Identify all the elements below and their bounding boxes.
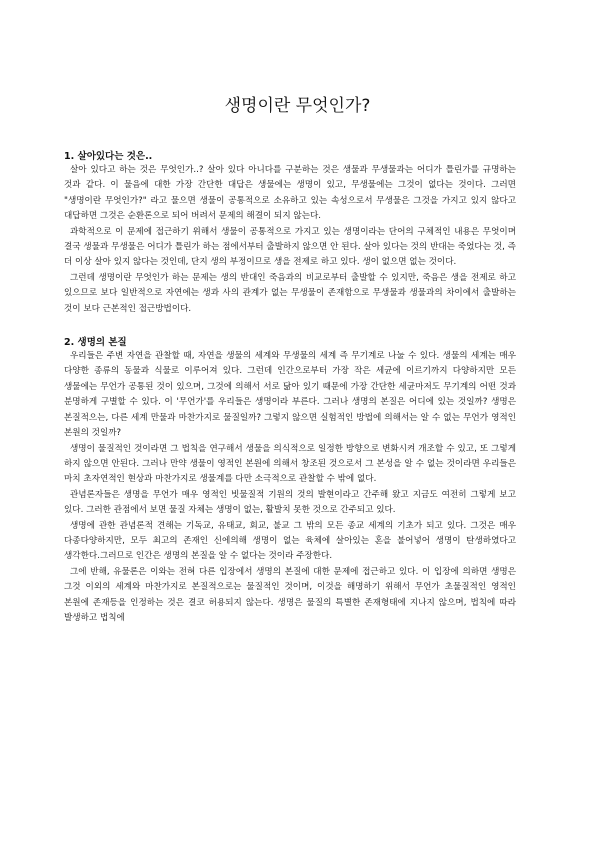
paragraph: 그에 반해, 유물론은 이와는 전혀 다른 입장에서 생명의 본질에 대한 문제에 접근하고 있다. 이 입장에 의하면 생명은 그것 이외의 세계와 마찬가지로 본질적으로는 물질적인 것이며, 이것을 해명하기 위해서 무언가 초물질적인 영적인 본원에 존재등을 인정하는 것은 결코 허용되지 않는다. 생명은 물질의 특별한 존재형태에 지나지 않으며, 법칙에 따라 발생하고 법칙에 — [64, 566, 516, 623]
document-body — [64, 150, 516, 626]
section-heading: 1. 살아있다는 것은.. — [64, 151, 153, 162]
section-1 — [64, 150, 516, 317]
section-heading: 2. 생명의 본질 — [64, 337, 127, 349]
page-title: 생명이란 무엇인가? — [224, 96, 371, 116]
section-2 — [64, 336, 516, 626]
paragraph: 우리들은 주변 자연을 관찰할 때, 자연을 생물의 세계와 무생물의 세계 즉 무기계로 나눌 수 있다. 생물의 세계는 매우 다양한 종류의 동물과 식물로 이루어져 있다. 그런데 인간으로부터 가장 작은 세균에 이르기까지 다양하지만 모든 생물에는 무언가 공통된 것이 있으며, 그것에 의해서 서로 닮아 있기 때문에 가장 간단한 세균마저도 무기계의 어떤 것과 분명하게 구별할 수 있다. 이 '무언가'를 우리들은 생명이라 부른다. 그러나 생명의 본질은 어디에 있는 것일까? 생명은 본질적으는, 다른 세계 만물과 마찬가지로 물질일까? 그렇지 않으면 실험적인 방법에 의해서는 알 수 없는 무언가 영적인 본원의 것일까? — [64, 351, 516, 439]
paragraph: 생명에 관한 관념론적 견해는 기독교, 유태교, 회교, 불교 그 밖의 모든 종교 세계의 기초가 되고 있다. 그것은 매우 다종다양하지만, 모두 최고의 존재인 신에의해 생명이 없는 육체에 살아있는 혼을 불어넣어 생명이 탄생하였다고 생각한다.그러므로 인간은 생명의 본질을 알 수 없다는 것이라 주장한다. — [64, 520, 516, 562]
paragraph: 생명이 물질적인 것이라면 그 법칙을 연구해서 생물을 의식적으로 일정한 방향으로 변화시켜 개조할 수 있고, 또 그렇게 하지 않으면 안된다. 그러나 만약 생물이 영적인 본원에 의해서 창조된 것으로서 그 본성을 알 수 없는 것이라면 우리들은 마치 초자연적인 현상과 마찬가지로 생물계를 다만 소극적으로 관찰할 수 밖에 없다. — [64, 443, 516, 485]
paragraph: 관념론자들은 생명을 무언가 매우 영적인 빗물질적 기원의 것의 발현이라고 간주해 왔고 지금도 여전히 그렇게 보고 있다. 그러한 관점에서 보면 물질 자체는 생명이 없는, 활발치 못한 것으로 간주되고 있다. — [64, 489, 516, 516]
paragraph: 살아 있다고 하는 것은 무엇인가..? 살아 있다 아니다를 구분하는 것은 생물과 무생물과는 어디가 틀린가를 규명하는 것과 같다. 이 물음에 대한 가장 간단한 대답은 생물에는 생명이 있고, 무생물에는 그것이 없다는 것이다. 그러면 "생명이란 무엇인가?" 라고 물으면 생물이 공통적으로 소유하고 있는 속성으로서 무생물은 그것을 가지고 있지 않다고 대답하면 그것은 순환론으로 되어 버려서 문제의 해결이 되지 않는다. — [64, 165, 516, 222]
paragraph: 그런데 생명이란 무엇인가 하는 문제는 생의 반대인 죽음과의 비교로부터 출발할 수 있지만, 죽음은 생을 전제로 하고 있으므로 보다 일반적으로 자연에는 생과 사의 관계가 없는 무생물이 존재함으로 무생물과 생물과의 차이에서 출발하는 것이 보다 근본적인 접근방법이다. — [64, 272, 516, 314]
paragraph: 과학적으로 이 문제에 접근하기 위해서 생물이 공통적으로 가지고 있는 생명이라는 단어의 구체적인 내용은 무엇이며 결국 생물과 무생물은 어디가 틀린가 하는 점에서부터 출발하지 않으면 안 된다. 살아 있다는 것의 반대는 죽었다는 것, 즉 더 이상 살아 있지 않다는 것인데, 단지 생의 부정이므로 생을 전제로 하고 있다. 생이 없으면 없는 것이다. — [64, 226, 516, 268]
